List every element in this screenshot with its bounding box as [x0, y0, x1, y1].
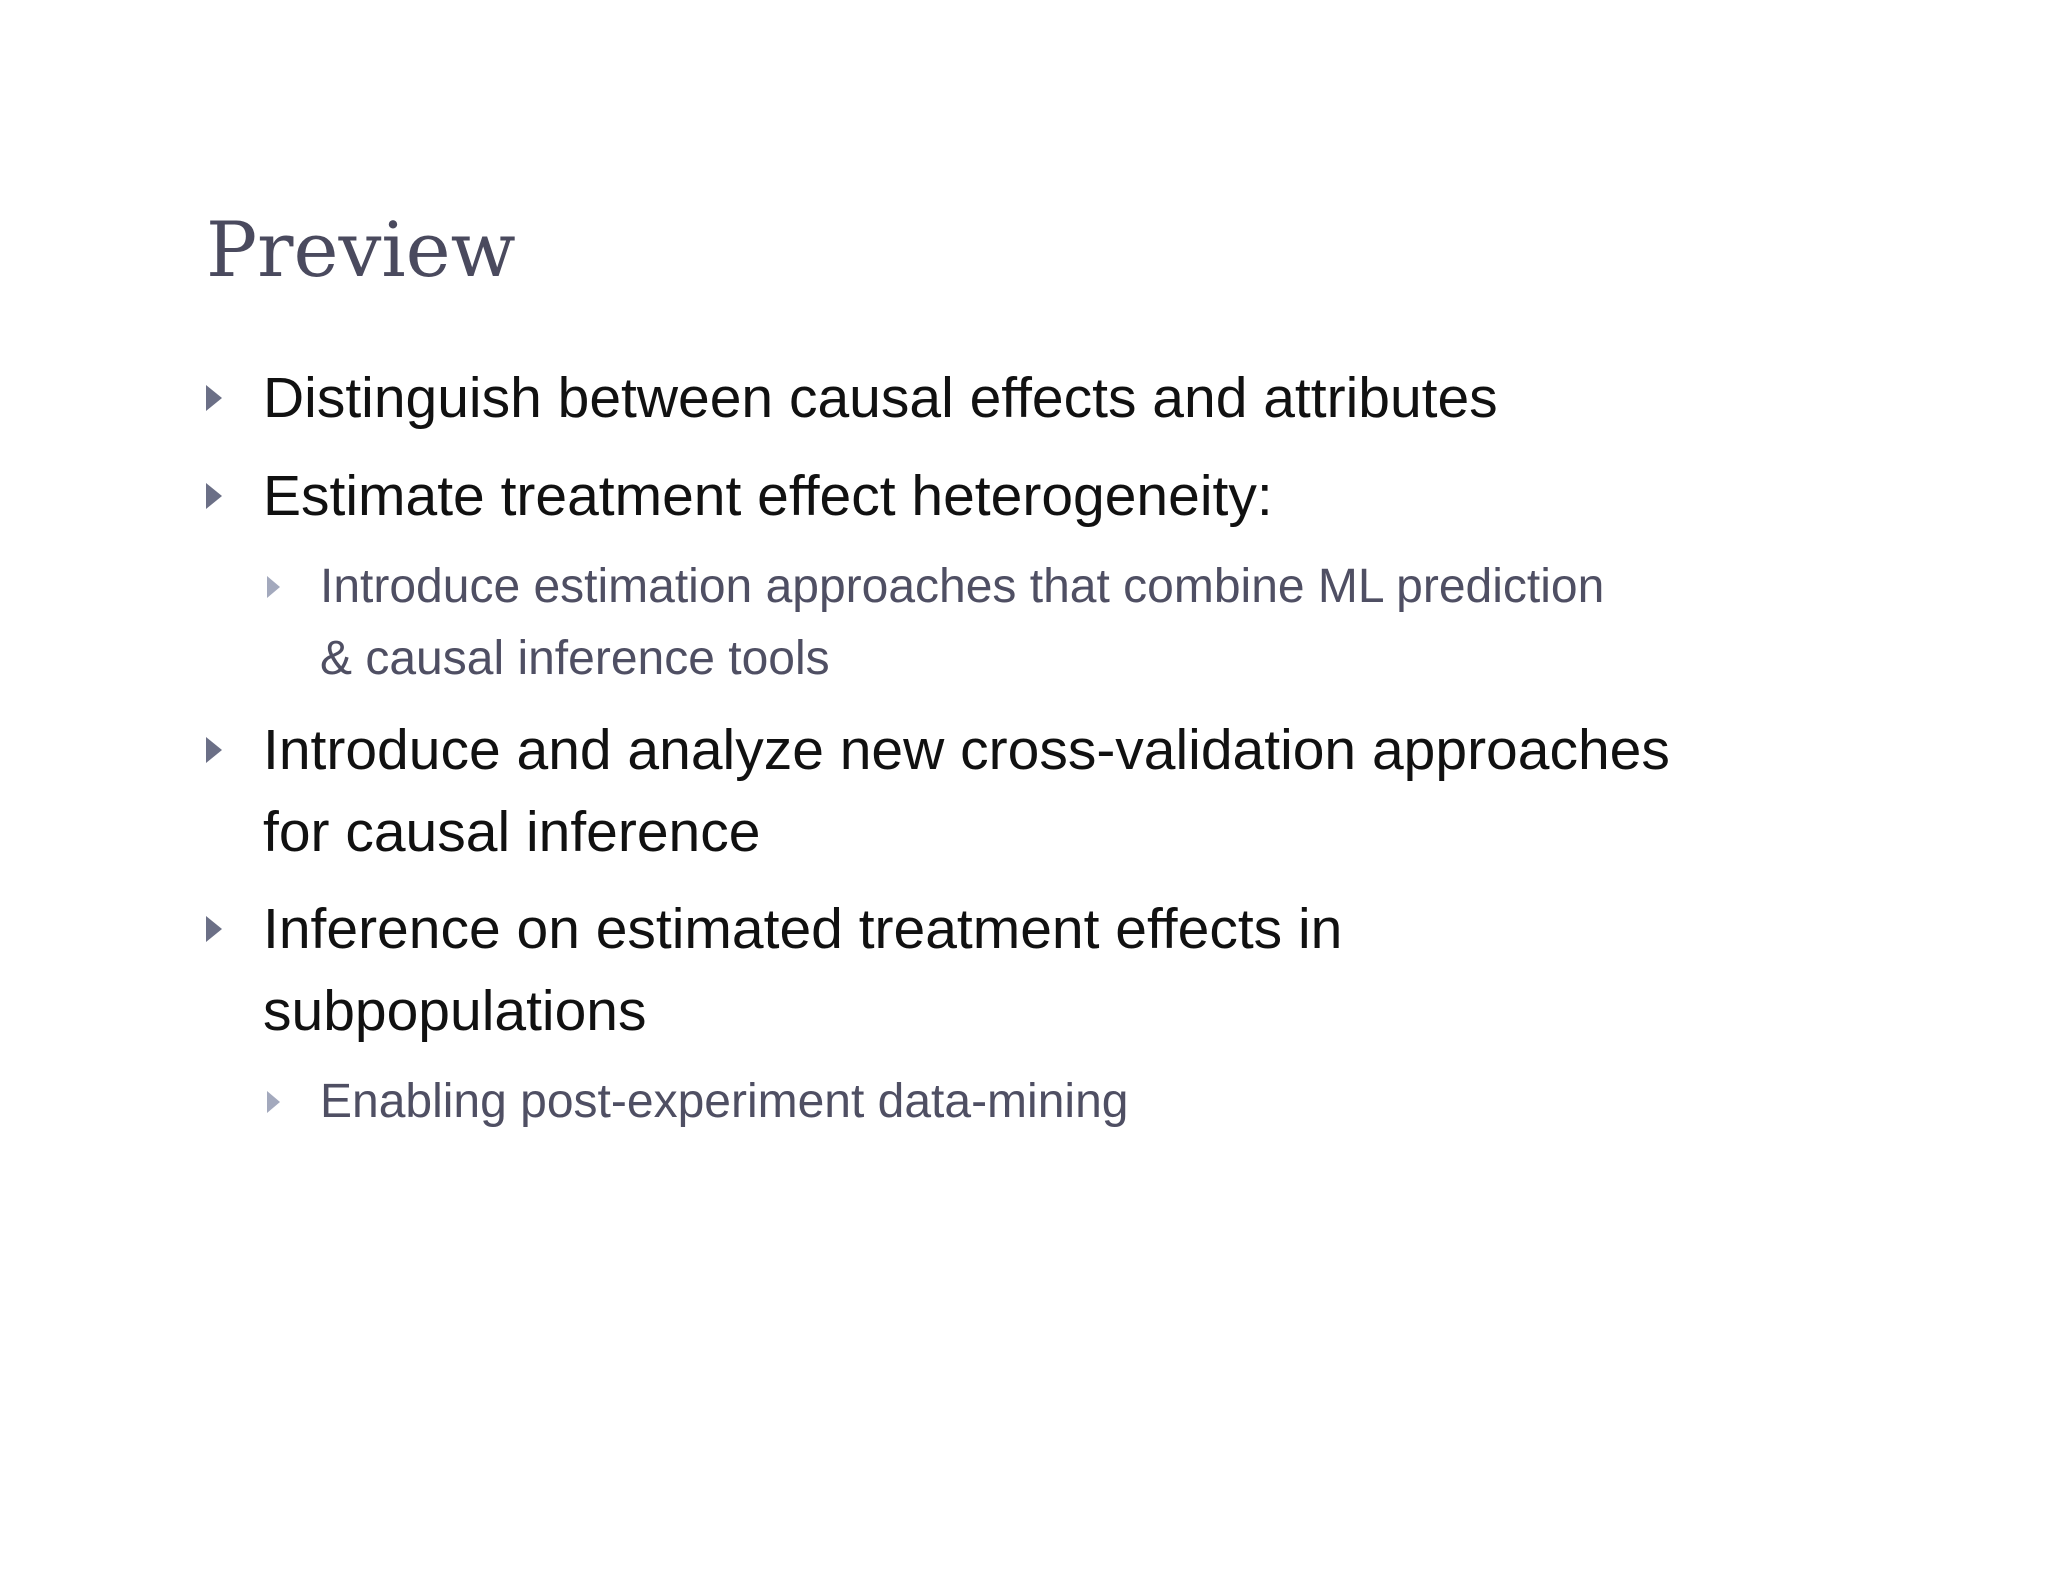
triangle-right-icon [267, 1091, 280, 1113]
bullet-line: Estimate treatment effect heterogeneity: [263, 464, 1273, 528]
slide-title: Preview [206, 205, 516, 294]
bullet-text [263, 357, 1498, 439]
bullet-text [263, 455, 1273, 537]
triangle-right-icon [206, 737, 222, 763]
sub-bullet-text [320, 551, 1604, 695]
bullet-line: Distinguish between causal effects and attributes [263, 366, 1498, 430]
sub-bullet-line: Introduce estimation approaches that combine ML prediction [320, 560, 1605, 613]
bullet-text [263, 709, 1670, 873]
triangle-right-icon [206, 385, 222, 411]
bullet-line: Introduce and analyze new cross-validation approaches [263, 718, 1670, 782]
bullet-line: subpopulations [263, 979, 647, 1043]
triangle-right-icon [267, 576, 280, 598]
bullet-line: Inference on estimated treatment effects in [263, 897, 1343, 961]
sub-bullet-line: Enabling post-experiment data-mining [320, 1075, 1129, 1128]
triangle-right-icon [206, 916, 222, 942]
triangle-right-icon [206, 483, 222, 509]
bullet-line: for causal inference [263, 800, 761, 864]
sub-bullet-text [320, 1066, 1128, 1138]
sub-bullet-line: & causal inference tools [320, 632, 830, 685]
bullet-text [263, 888, 1342, 1052]
